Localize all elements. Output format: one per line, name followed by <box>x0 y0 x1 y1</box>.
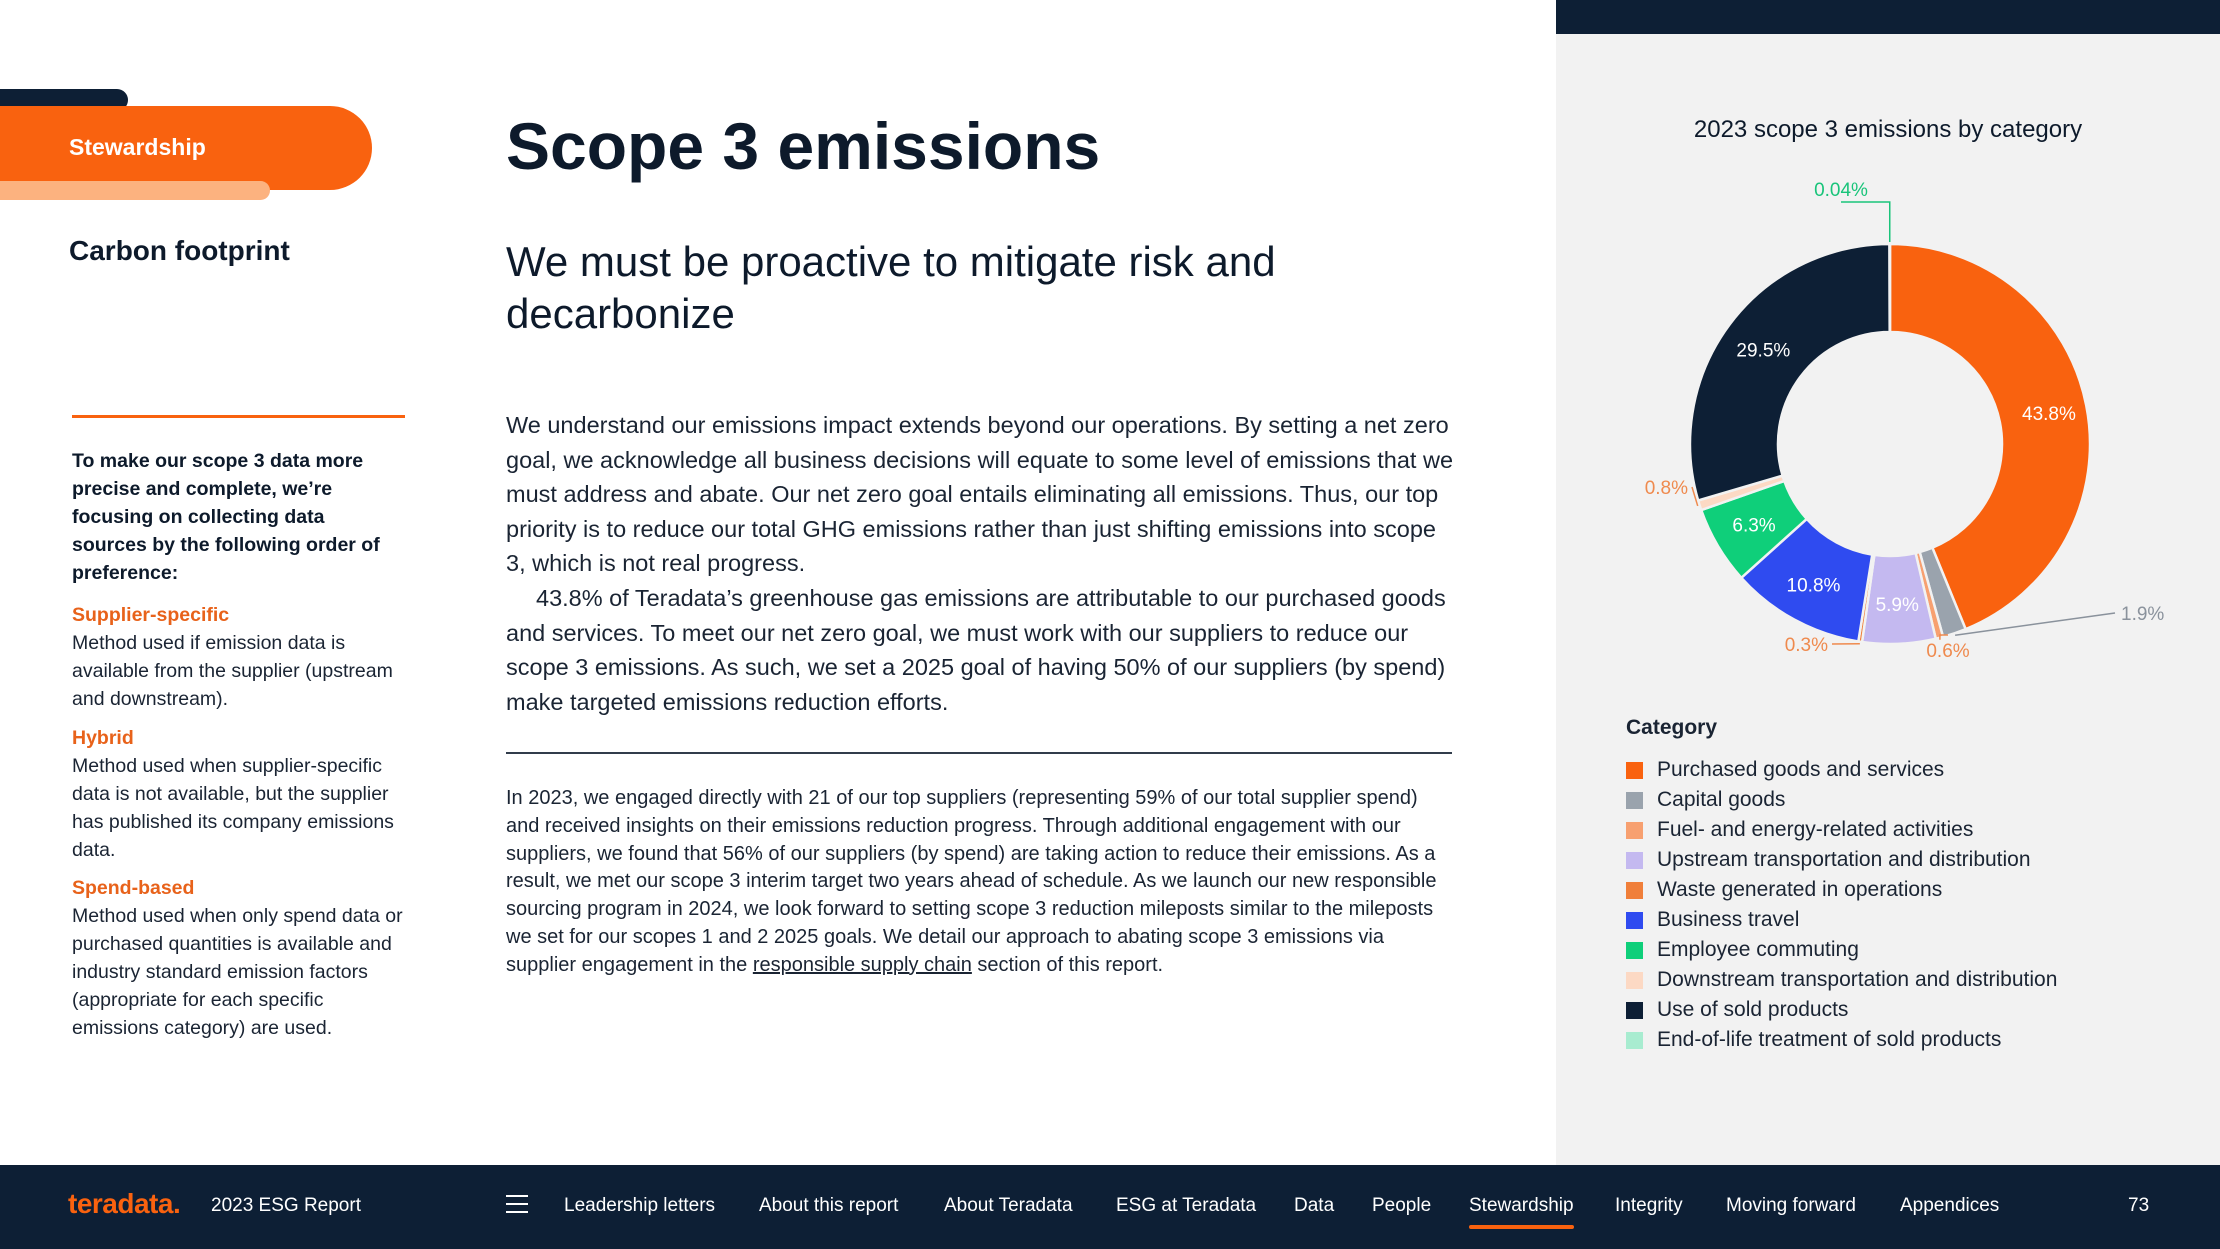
body-text <box>506 408 1456 719</box>
engagement-text <box>506 785 1456 980</box>
slice-end-of-life-treatment-of-sold-products <box>1889 244 1890 332</box>
legend-item <box>1626 1025 2057 1055</box>
legend-label: Capital goods <box>1657 788 1786 811</box>
sidebar-divider <box>72 415 405 418</box>
sidebar-intro: To make our scope 3 data more precise and complete, we’re focusing on collecting data sources by the following order of preference: <box>72 450 380 584</box>
nav-stewardship[interactable]: Stewardship <box>1469 1195 1574 1216</box>
legend-label: Business travel <box>1657 908 1800 931</box>
legend-item <box>1626 965 2057 995</box>
legend-swatch <box>1626 1032 1643 1049</box>
data-label: 10.8% <box>1786 575 1841 597</box>
legend-swatch <box>1626 882 1643 899</box>
section-tab <box>0 106 372 190</box>
legend-swatch <box>1626 792 1643 809</box>
legend-swatch <box>1626 852 1643 869</box>
legend-label: Purchased goods and services <box>1657 758 1945 781</box>
legend-label: Upstream transportation and distribution <box>1657 848 2031 871</box>
sidebar-section-title: Carbon footprint <box>69 235 290 266</box>
menu-icon[interactable] <box>506 1195 528 1215</box>
legend-item <box>1626 995 2057 1025</box>
nav-moving-forward[interactable]: Moving forward <box>1726 1195 1856 1216</box>
legend-title: Category <box>1626 716 1718 739</box>
footer-nav-bar <box>0 1165 2220 1249</box>
nav-esg-at-teradata[interactable]: ESG at Teradata <box>1116 1195 1257 1216</box>
data-label: 0.8% <box>1644 478 1688 499</box>
legend-item <box>1626 935 2057 965</box>
leader-line <box>1841 202 1890 242</box>
legend-swatch <box>1626 942 1643 959</box>
method-text: Method used when supplier-specific data is not available, but the supplier has published its company emissions data. <box>72 755 394 861</box>
legend-label: Employee commuting <box>1657 938 1859 961</box>
responsible-supply-chain-link[interactable]: responsible supply chain <box>752 953 972 976</box>
engagement-paragraph: In 2023, we engaged directly with 21 of our top suppliers (representing 59% of our total supplier spend) and received insights on their emissions reduction progress. Through additional engagement with our suppliers, we found that 56% of our suppliers (by spend) are taking action to reduce their emissions. As a result, we met our scope 3 interim target two years ahead of schedule. As we launch our new responsible sourcing program in 2024, we look forward to setting scope 3 reduction mileposts similar to the mileposts we set for our scopes 1 and 2 2025 goals. We detail our approach to abating scope 3 emissions via supplier engagement in the <box>506 787 1437 976</box>
legend-label: Downstream transportation and distribution <box>1657 968 2058 991</box>
legend-item <box>1626 875 2057 905</box>
content-divider <box>506 752 1452 754</box>
legend-swatch <box>1626 822 1643 839</box>
nav-integrity[interactable]: Integrity <box>1615 1195 1683 1216</box>
legend-label: Use of sold products <box>1657 998 1849 1021</box>
body-paragraph-1: We understand our emissions impact extends beyond our operations. By setting a net zero goal, we acknowledge all business decisions will equate to some level of emissions that we must address and abate. Our net zero goal entails eliminating all emissions. Thus, our top priority is to reduce our total GHG emissions rather than just shifting emissions into scope 3, which is not real progress. <box>506 412 1454 577</box>
teradata-logo[interactable]: teradata. <box>68 1188 181 1219</box>
page-title: Scope 3 emissions <box>506 109 1101 183</box>
body-paragraph-2: 43.8% of Teradata’s greenhouse gas emissions are attributable to our purchased goods and services. To meet our net zero goal, we must work with our suppliers to reduce our scope 3 emissions. As such, we set a 2025 goal of having 50% of our suppliers (by spend) make targeted emissions reduction efforts. <box>506 584 1446 715</box>
nav-about-teradata[interactable]: About Teradata <box>944 1195 1073 1216</box>
accent-bar-peach <box>0 181 270 200</box>
data-label: 6.3% <box>1732 515 1776 537</box>
data-label: 0.6% <box>1926 641 1970 662</box>
method-text: Method used when only spend data or purchased quantities is available and industry standard emission factors (appropriate for each specific emissions category) are used. <box>72 905 403 1039</box>
legend-item <box>1626 845 2057 875</box>
nav-data[interactable]: Data <box>1294 1195 1335 1216</box>
chart-title: 2023 scope 3 emissions by category <box>1693 116 2083 143</box>
method-title: Supplier-specific <box>72 604 230 626</box>
data-label: 0.04% <box>1814 180 1868 201</box>
legend-swatch <box>1626 762 1643 779</box>
method-text: Method used if emission data is available from the supplier (upstream and downstream). <box>72 632 393 710</box>
data-label: 29.5% <box>1736 340 1791 362</box>
legend-swatch <box>1626 1002 1643 1019</box>
method-hybrid <box>72 724 412 864</box>
legend-label: Fuel- and energy-related activities <box>1657 818 1974 841</box>
engagement-paragraph-end: section of this report. <box>971 953 1164 976</box>
legend-item <box>1626 785 2057 815</box>
data-label: 43.8% <box>2022 403 2076 425</box>
method-title: Hybrid <box>72 727 134 749</box>
legend-label: End-of-life treatment of sold products <box>1657 1028 2002 1051</box>
chart-panel-topbar <box>1556 0 2220 34</box>
chart-legend <box>1626 755 2057 1055</box>
method-spend-based <box>72 874 412 1042</box>
legend-swatch <box>1626 912 1643 929</box>
nav-people[interactable]: People <box>1372 1195 1432 1216</box>
nav-leadership-letters[interactable]: Leadership letters <box>564 1195 716 1216</box>
nav-about-this-report[interactable]: About this report <box>759 1195 899 1216</box>
legend-label: Waste generated in operations <box>1657 878 1943 901</box>
legend-item <box>1626 815 2057 845</box>
legend-item <box>1626 905 2057 935</box>
page-subtitle: We must be proactive to mitigate risk and decarbonize <box>506 238 1276 337</box>
legend-item <box>1626 755 2057 785</box>
donut-chart <box>1556 160 2220 680</box>
page-number: 73 <box>2128 1195 2150 1216</box>
data-label: 0.3% <box>1784 635 1828 656</box>
data-label: 5.9% <box>1875 594 1919 616</box>
nav-appendices[interactable]: Appendices <box>1900 1195 2000 1216</box>
section-tab-label: Stewardship <box>69 134 206 160</box>
method-supplier-specific <box>72 601 412 713</box>
method-title: Spend-based <box>72 877 195 899</box>
legend-swatch <box>1626 972 1643 989</box>
report-name: 2023 ESG Report <box>211 1195 361 1216</box>
data-label: 1.9% <box>2121 604 2165 625</box>
slice-use-of-sold-products <box>1690 244 1890 500</box>
